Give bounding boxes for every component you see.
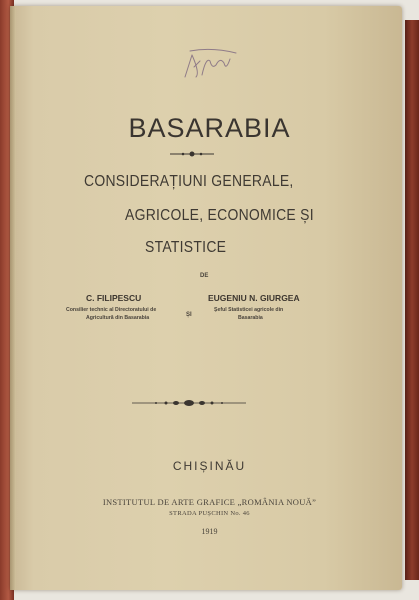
author-role-1-line-2: Agricultură din Basarabia (86, 315, 150, 321)
pencil-signature-mark (182, 47, 240, 81)
author-name-1: C. FILIPESCU (86, 293, 142, 303)
author-role-2-line-2: Basarabia (238, 315, 263, 321)
author-role-1-line-1: Consilier technic al Directoratului de (66, 307, 157, 313)
and-label: ȘI (186, 312, 192, 318)
subtitle-line-3: STATISTICE (145, 239, 227, 256)
ornament-divider-top (168, 150, 216, 158)
imprint-publisher: INSTITUTUL DE ARTE GRAFICE „ROMÂNIA NOUĂ” (102, 497, 317, 507)
by-label: DE (200, 273, 209, 279)
subtitle-line-2: AGRICOLE, ECONOMICE ȘI (125, 207, 314, 224)
author-name-2: EUGENIU N. GIURGEA (208, 293, 300, 303)
imprint-year: 1919 (201, 527, 218, 536)
imprint-city: CHIȘINĂU (172, 459, 247, 473)
book-cover-edge-right (405, 20, 419, 580)
imprint-street: STRADA PUȘCHIN No. 46 (169, 510, 250, 517)
ornament-divider-middle (130, 398, 248, 408)
book-title: BASARABIA (128, 113, 291, 143)
author-role-2-line-1: Șeful Statisticei agricole din (214, 307, 284, 313)
subtitle-line-1: CONSIDERAȚIUNI GENERALE, (84, 173, 294, 190)
